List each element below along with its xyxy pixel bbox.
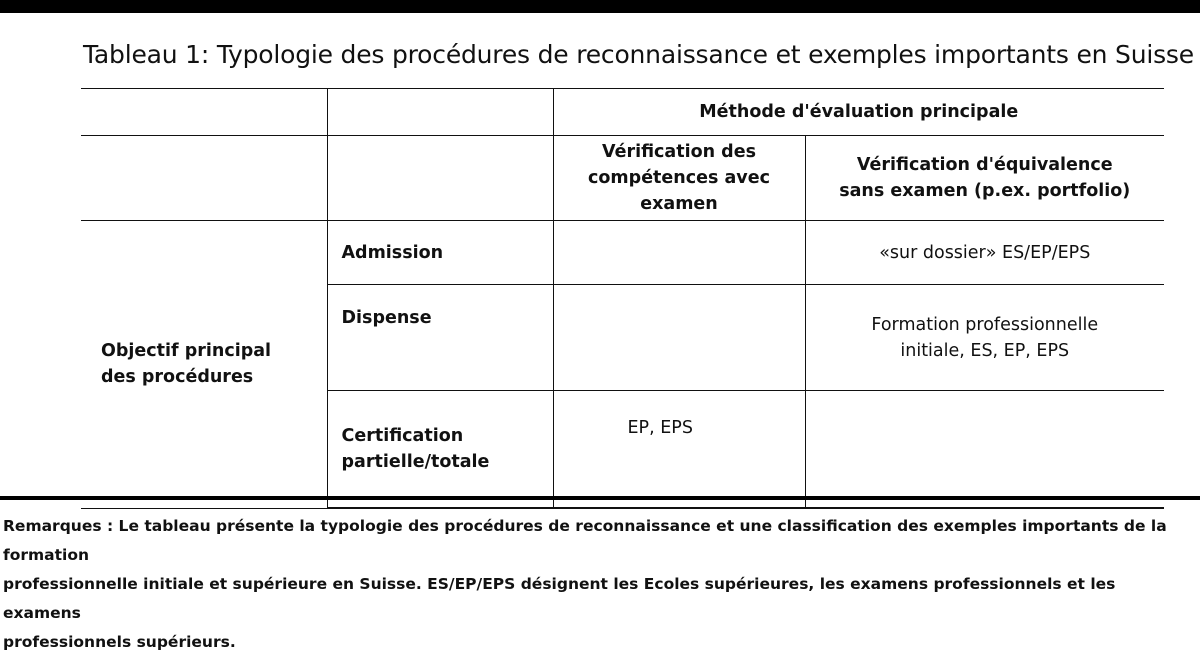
empty-corner-cell [81, 136, 327, 221]
row-label-certification-line1: Certification [341, 426, 464, 446]
table-row-admission [81, 221, 1164, 285]
row-group-header-line1: Objectif principal [101, 341, 272, 362]
top-rule [0, 0, 1200, 13]
cell-admission-equivalence: «sur dossier» ES/EP/EPS [805, 221, 1164, 285]
cell-certification-equivalence [805, 391, 1164, 509]
cell-dispense-equivalence-line1: Formation professionnelle [871, 314, 1099, 335]
row-label-admission: Admission [327, 221, 553, 285]
empty-header-cell [327, 136, 553, 221]
table-header-row-1 [81, 89, 1164, 136]
row-label-certification-line2: partielle/totale [341, 452, 490, 472]
empty-corner-cell [81, 89, 327, 136]
row-group-header-line2: des procédures [101, 367, 254, 388]
remarks-line2: professionnelle initiale et supérieure en Suisse. ES/EP/EPS désignent les Ecoles supérieures, les examens professionnels et les examens [3, 575, 1116, 622]
column-header-equivalence-line2: sans examen (p.ex. portfolio) [839, 181, 1131, 201]
remarks-line1: Remarques : Le tableau présente la typologie des procédures de reconnaissance et une classification des exemples importants de la formation [3, 517, 1167, 564]
table-header-row-2 [81, 136, 1164, 221]
table-title: Tableau 1: Typologie des procédures de reconnaissance et exemples importants en Suisse [83, 40, 1194, 69]
recognition-procedures-table [81, 88, 1164, 509]
bottom-rule [0, 496, 1200, 500]
row-label-certification [327, 391, 553, 509]
row-label-dispense: Dispense [327, 285, 553, 391]
method-header: Méthode d'évaluation principale [553, 89, 1164, 136]
column-header-equivalence [805, 136, 1164, 221]
empty-header-cell [327, 89, 553, 136]
column-header-equivalence-line1: Vérification d'équivalence [856, 155, 1113, 175]
row-group-header [81, 221, 327, 509]
cell-dispense-equivalence [805, 285, 1164, 391]
cell-admission-exam [553, 221, 805, 285]
cell-dispense-exam [553, 285, 805, 391]
column-header-exam-line2: compétences avec examen [588, 168, 770, 214]
cell-dispense-equivalence-line2: initiale, ES, EP, EPS [900, 340, 1070, 361]
cell-certification-exam: EP, EPS [553, 391, 805, 509]
column-header-exam [553, 136, 805, 221]
column-header-exam-line1: Vérification des [602, 142, 756, 162]
remarks-line3: professionnels supérieurs. [3, 633, 236, 651]
remarks-note [3, 512, 1193, 657]
